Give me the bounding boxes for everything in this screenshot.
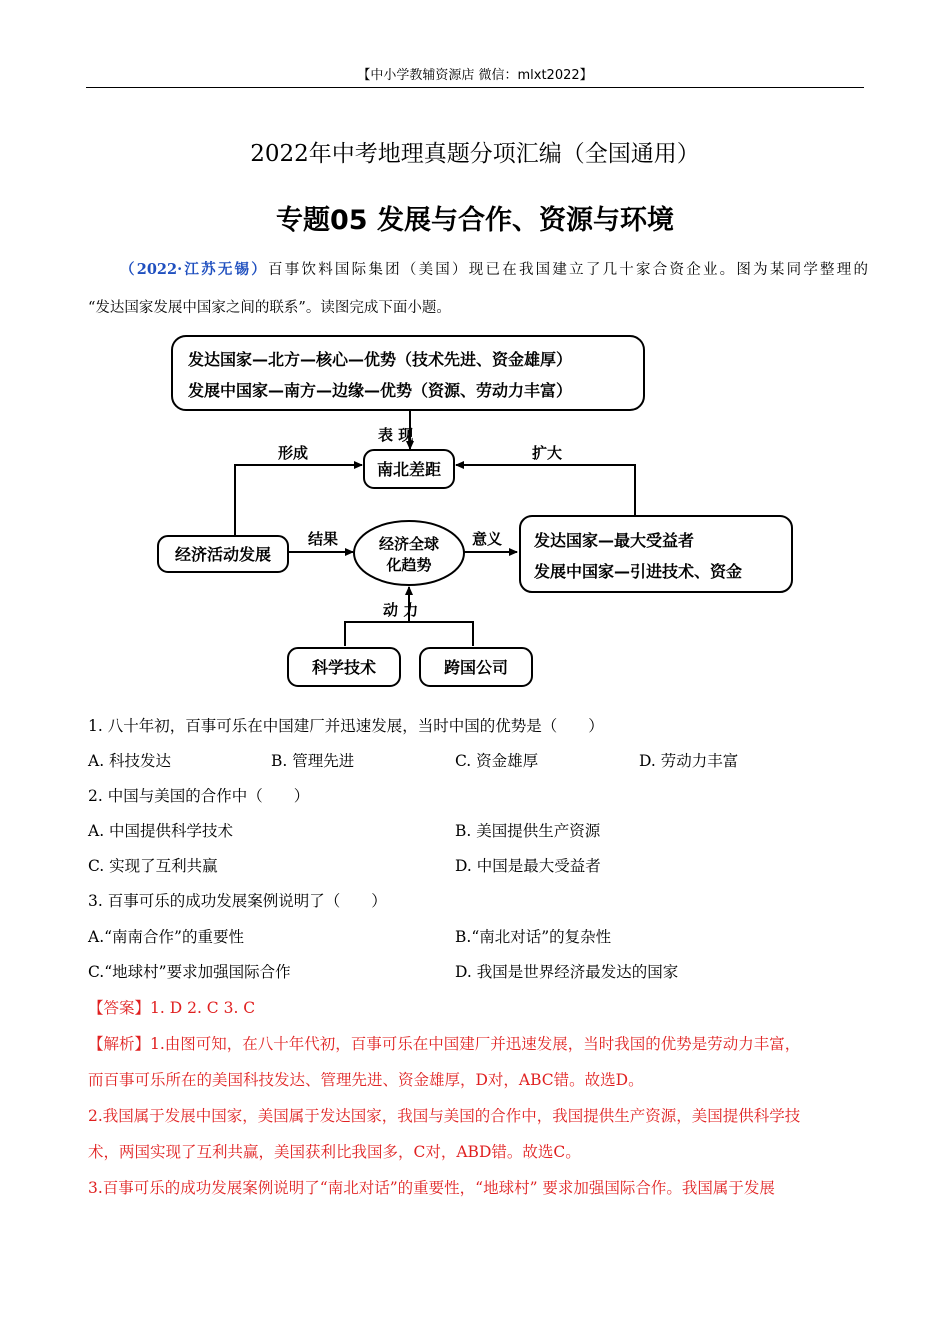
relationship-diagram	[150, 330, 800, 700]
intro-line-1	[88, 255, 868, 285]
question-1-stem: 1. 八十年初，百事可乐在中国建厂并迅速发展，当时中国的优势是（ ）	[88, 717, 604, 735]
analysis-line-2: 而百事可乐所在的美国科技发达、管理先进、资金雄厚，D对，ABC错。故选D。	[88, 1071, 644, 1089]
connector-bottom-left	[345, 622, 409, 646]
label-xingcheng: 形成	[278, 444, 309, 462]
connector-right-to-center	[456, 465, 635, 516]
left-box-label: 经济活动发展	[174, 545, 272, 564]
analysis-line-1	[88, 1032, 800, 1054]
intro-text-1: 百事饮料国际集团（美国）现已在我国建立了几十家合资企业。图为某同学整理的	[268, 262, 869, 278]
q3-option-a: A.“南南合作”的重要性	[88, 928, 244, 946]
q1-option-d: D. 劳动力丰富	[639, 752, 739, 770]
page-header: 【中小学教辅资源店 微信：mlxt2022】	[357, 68, 593, 83]
q3-option-d: D. 我国是世界经济最发达的国家	[455, 963, 679, 981]
bottom-left-box-label: 科学技术	[311, 658, 377, 677]
header-divider	[86, 87, 864, 88]
top-box-line-1: 发达国家—北方—核心—优势（技术先进、资金雄厚）	[188, 350, 573, 369]
ellipse-line-1: 经济全球	[378, 535, 440, 553]
answer-text: 1. D 2. C 3. C	[150, 999, 256, 1017]
label-dongli: 动 力	[383, 601, 419, 619]
bottom-right-box-label: 跨国公司	[443, 658, 509, 677]
document-title: 2022年中考地理真题分项汇编（全国通用）	[250, 141, 700, 167]
connector-bottom-right	[409, 622, 473, 646]
q2-option-d: D. 中国是最大受益者	[455, 857, 601, 875]
connector-left-to-center	[235, 465, 362, 535]
ellipse-line-2: 化趋势	[386, 556, 432, 574]
q1-option-a: A. 科技发达	[88, 752, 172, 770]
q3-option-b: B.“南北对话”的复杂性	[455, 928, 612, 946]
q2-option-a: A. 中国提供科学技术	[88, 822, 234, 840]
answer-label: 【答案】	[88, 999, 151, 1017]
label-yiyi: 意义	[472, 530, 503, 548]
center-box-label: 南北差距	[376, 460, 442, 479]
label-jieguo: 结果	[308, 530, 339, 548]
center-ellipse	[354, 521, 464, 585]
q2-option-b: B. 美国提供生产资源	[455, 822, 601, 840]
answer-line	[88, 996, 255, 1018]
question-3-stem: 3. 百事可乐的成功发展案例说明了（ ）	[88, 892, 387, 910]
right-box-line-1: 发达国家—最大受益者	[534, 531, 695, 550]
q3-option-c: C.“地球村”要求加强国际合作	[88, 963, 291, 981]
analysis-label: 【解析】	[88, 1035, 151, 1053]
intro-line-2: “发达国家发展中国家之间的联系”。读图完成下面小题。	[88, 300, 451, 316]
analysis-line-4: 术，两国实现了互利共赢，美国获利比我国多，C对，ABD错。故选C。	[88, 1143, 581, 1161]
analysis-text-1: 1.由图可知，在八十年代初，百事可乐在中国建厂并迅速发展，当时我国的优势是劳动力丰富，	[150, 1035, 801, 1053]
q2-option-c: C. 实现了互利共赢	[88, 857, 218, 875]
q1-option-c: C. 资金雄厚	[455, 752, 539, 770]
q1-option-b: B. 管理先进	[271, 752, 355, 770]
top-box-line-2: 发展中国家—南方—边缘—优势（资源、劳动力丰富）	[188, 381, 573, 400]
source-tag: （2022·江苏无锡）	[120, 261, 269, 278]
question-2-stem: 2. 中国与美国的合作中（ ）	[88, 787, 310, 805]
label-kuoda: 扩大	[532, 444, 563, 462]
analysis-line-3: 2.我国属于发展中国家，美国属于发达国家，我国与美国的合作中，我国提供生产资源，美国提供科学技	[88, 1107, 801, 1125]
analysis-line-5: 3.百事可乐的成功发展案例说明了“南北对话”的重要性，“地球村” 要求加强国际合作。我国属于发展	[88, 1179, 775, 1197]
right-box-line-2: 发展中国家—引进技术、资金	[534, 562, 743, 581]
label-biaoxian: 表 现	[378, 426, 414, 444]
topic-title: 专题05 发展与合作、资源与环境	[276, 205, 674, 236]
